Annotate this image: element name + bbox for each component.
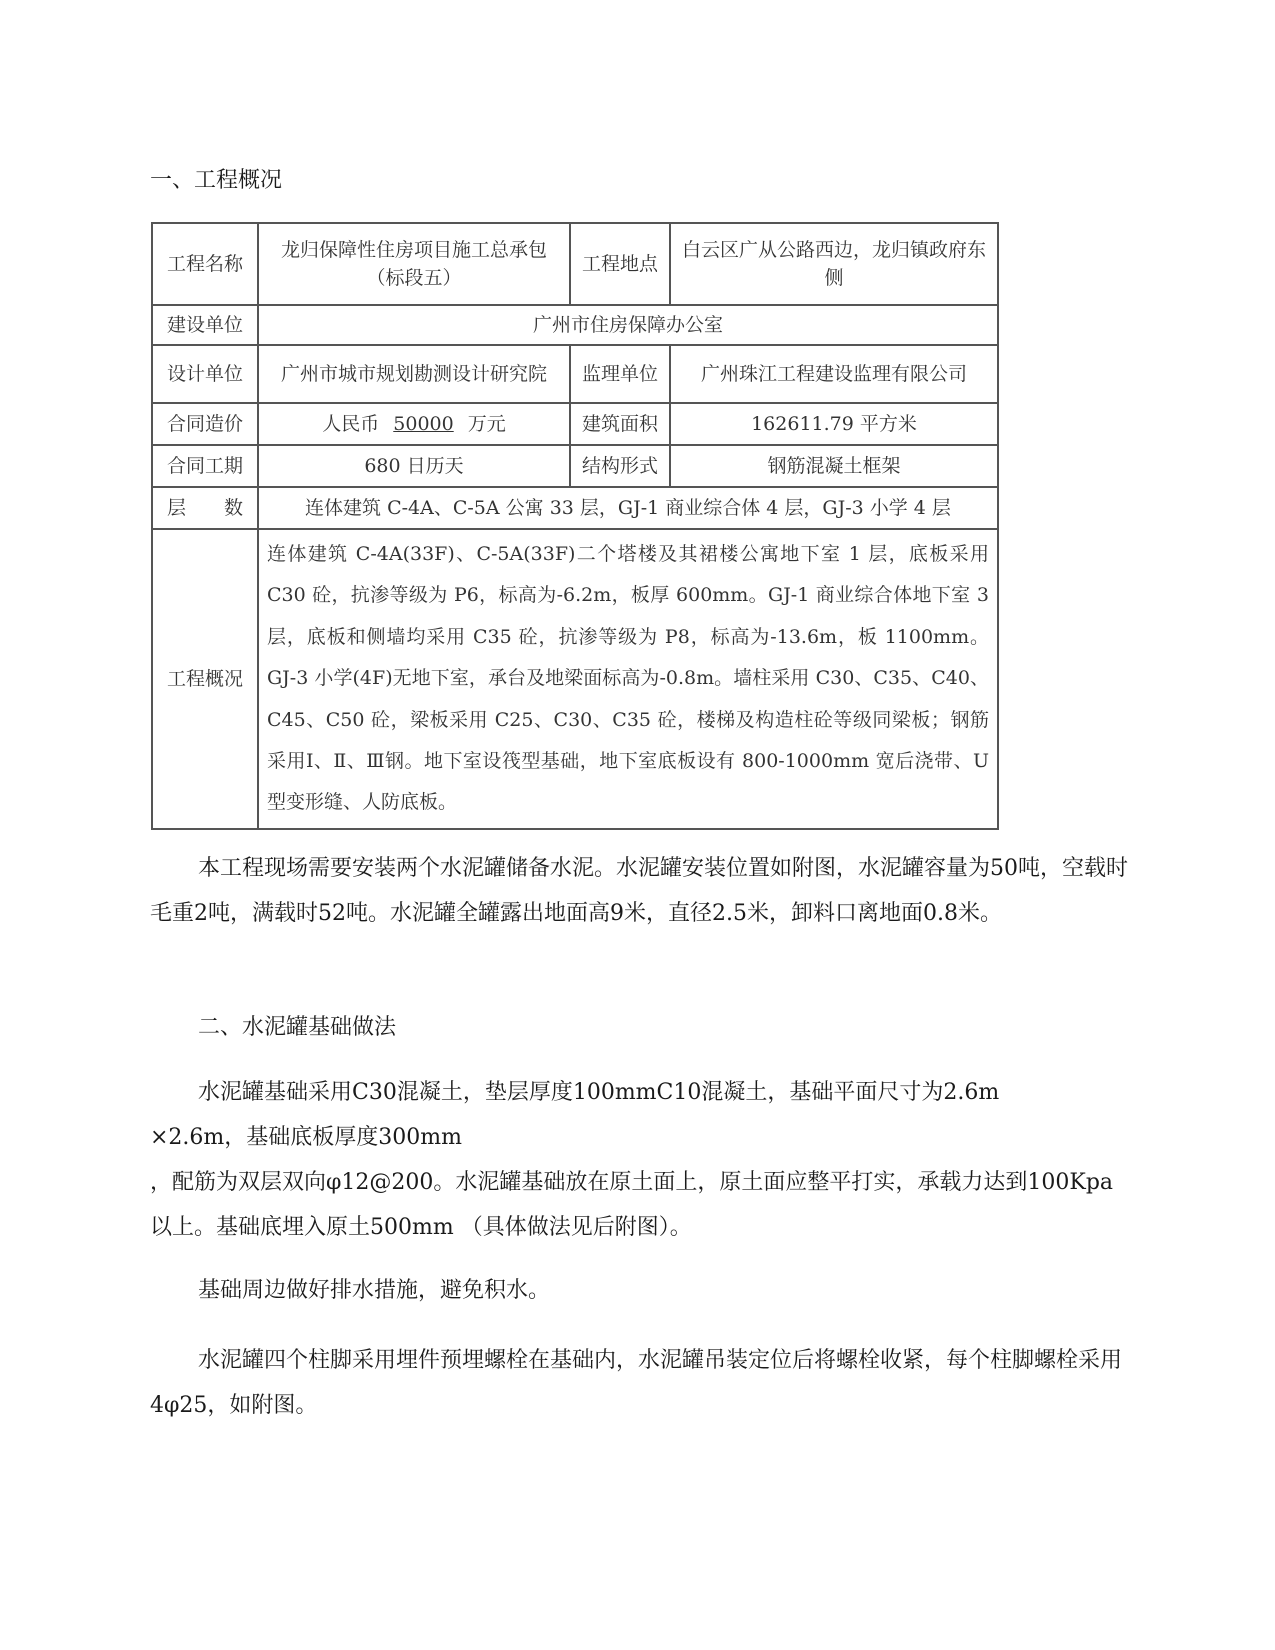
table-cell-label: 监理单位 [570,345,670,403]
table-cell-value: 广州市住房保障办公室 [258,305,998,345]
table-cell-label: 结构形式 [570,445,670,487]
table-cell-label: 工程名称 [152,223,258,305]
table-cell-value [258,403,570,445]
table-row [152,445,998,487]
paragraph-line: 水泥罐基础采用C30混凝土，垫层厚度100mmC10混凝土，基础平面尺寸为2.6m [198,1080,1000,1105]
table-cell-value: 钢筋混凝土框架 [670,445,998,487]
table-cell-label: 建筑面积 [570,403,670,445]
paragraph-foundation-method [150,1070,1130,1250]
table-row [152,487,998,529]
paragraph-line: ，配筋为双层双向φ12@200。水泥罐基础放在原土面上，原土面应整平打实，承载力达到100Kpa 以上。基础底埋入原土500mm （具体做法见后附图）。 [150,1170,1114,1240]
table-row [152,305,998,345]
contract-price-prefix: 人民币 [322,412,380,435]
table-cell-label: 工程概况 [152,529,258,829]
table-cell-value: 龙归保障性住房项目施工总承包（标段五） [258,223,570,305]
table-cell-label: 合同造价 [152,403,258,445]
table-cell-value: 广州市城市规划勘测设计研究院 [258,345,570,403]
table-cell-value: 白云区广从公路西边，龙归镇政府东侧 [670,223,998,305]
table-cell-label: 设计单位 [152,345,258,403]
table-cell-value: 连体建筑 C-4A、C-5A 公寓 33 层，GJ-1 商业综合体 4 层，GJ-3 小学 4 层 [258,487,998,529]
project-overview-table [151,222,999,830]
paragraph-drainage: 基础周边做好排水措施，避免积水。 [198,1278,551,1303]
table-row [152,223,998,305]
section-heading-foundation: 二、水泥罐基础做法 [198,1015,397,1040]
table-cell-label: 合同工期 [152,445,258,487]
paragraph-line: ×2.6m，基础底板厚度300mm [150,1125,462,1150]
table-row [152,529,998,829]
table-cell-label: 层 数 [152,487,258,529]
table-cell-label: 建设单位 [152,305,258,345]
paragraph-anchor-bolts: 水泥罐四个柱脚采用埋件预埋螺栓在基础内，水泥罐吊装定位后将螺栓收紧，每个柱脚螺栓采用4φ25，如附图。 [150,1348,1123,1418]
contract-price-amount: 50000 [393,412,454,435]
table-row [152,345,998,403]
table-cell-value: 680 日历天 [258,445,570,487]
table-cell-value: 广州珠江工程建设监理有限公司 [670,345,998,403]
contract-price-suffix: 万元 [467,412,506,435]
table-row [152,403,998,445]
section-heading-overview: 一、工程概况 [150,168,283,193]
table-cell-value: 162611.79 平方米 [670,403,998,445]
paragraph-tank-installation: 本工程现场需要安装两个水泥罐储备水泥。水泥罐安装位置如附图，水泥罐容量为50吨，空载时毛重2吨，满载时52吨。水泥罐全罐露出地面高9米，直径2.5米，卸料口离地面0.8米。 [150,856,1128,926]
table-cell-label: 工程地点 [570,223,670,305]
table-cell-description: 连体建筑 C-4A(33F)、C-5A(33F)二个塔楼及其裙楼公寓地下室 1 层，底板采用 C30 砼，抗渗等级为 P6，标高为-6.2m，板厚 600mm。GJ-1 商业综合体地下室 3 层，底板和侧墙均采用 C35 砼，抗渗等级为 P8，标高为-13.6m，板 1100mm。GJ-3 小学(4F)无地下室，承台及地梁面标高为-0.8m。墙柱采用 C30、C35、C40、C45、C50 砼，梁板采用 C25、C30、C35 砼，楼梯及构造柱砼等级同梁板；钢筋采用Ⅰ、Ⅱ、Ⅲ钢。地下室设筏型基础，地下室底板设有 800-1000mm 宽后浇带、U 型变形缝、人防底板。 [258,529,998,829]
